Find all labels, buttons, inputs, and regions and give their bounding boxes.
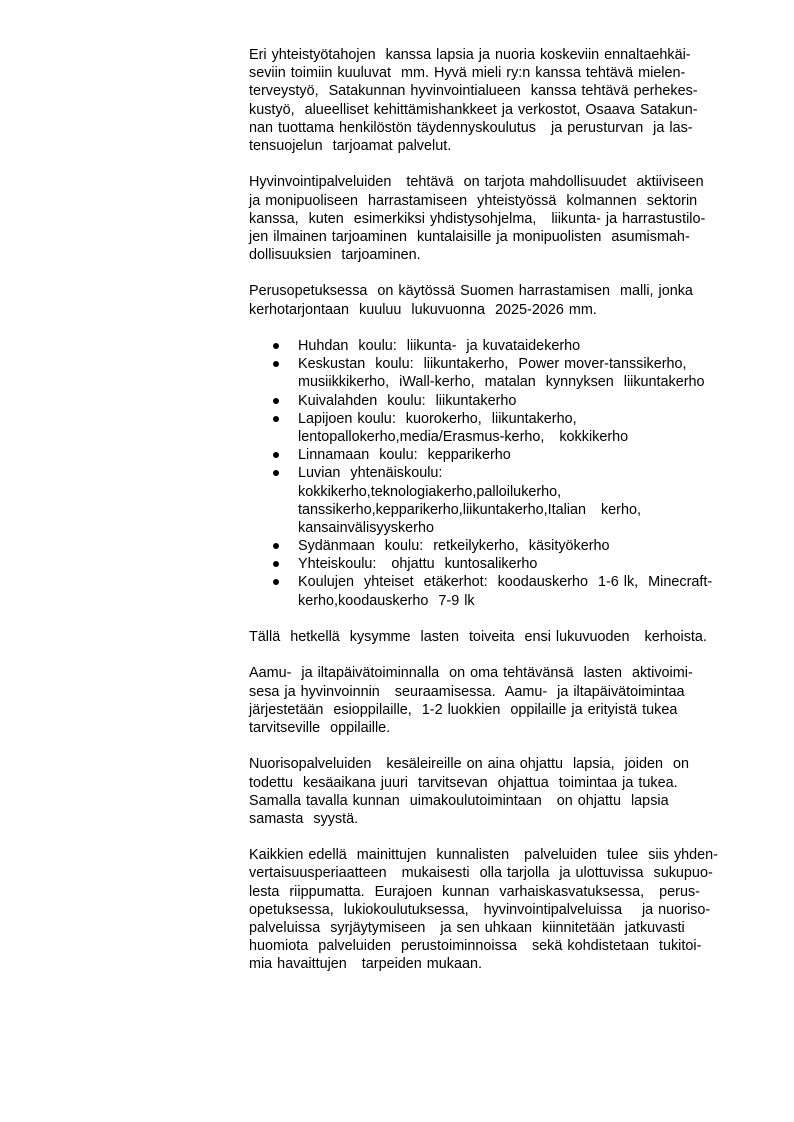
text-line: kansainvälisyyskerho xyxy=(298,519,434,536)
text-line: terveystyö, Satakunnan hyvinvointialueen kanssa tehtävä perhekes- xyxy=(249,83,698,100)
bullet-icon xyxy=(273,361,279,367)
paragraph-youth-services xyxy=(249,755,739,828)
text-line: ja monipuoliseen harrastamiseen yhteistyössä kolmannen sektorin xyxy=(249,192,698,209)
text-line: Kuivalahden koulu: liikuntakerho xyxy=(298,392,517,409)
text-line: lesta riippumatta. Eurajoen kunnan varhaiskasvatuksessa, perus- xyxy=(249,883,700,900)
text-line: Kaikkien edellä mainittujen kunnalisten palveluiden tulee siis yhden- xyxy=(249,847,718,864)
text-line: todettu kesäaikana juuri tarvitsevan ohjattua toimintaa ja tukea. xyxy=(249,774,678,791)
text-line: samasta syystä. xyxy=(249,810,359,827)
text-line: Nuorisopalveluiden kesäleireille on aina ohjattu lapsia, joiden on xyxy=(249,756,689,773)
bullet-icon xyxy=(273,343,279,349)
paragraph-children-wishes xyxy=(249,628,739,646)
text-line: vertaisuusperiaatteen mukaisesti olla tarjolla ja ulottuvissa sukupuo- xyxy=(249,865,713,882)
text-line: mia havaittujen tarpeiden mukaan. xyxy=(249,956,482,973)
text-line: kokkikerho,teknologiakerho,palloilukerho, xyxy=(298,483,562,500)
text-line: tarvitseville oppilaille. xyxy=(249,719,391,736)
list-item xyxy=(249,555,739,573)
text-line: Sydänmaan koulu: retkeilykerho, käsityökerho xyxy=(298,538,610,555)
paragraph-collaboration xyxy=(249,46,739,155)
text-line: Tällä hetkellä kysymme lasten toiveita ensi lukuvuoden kerhoista. xyxy=(249,629,707,645)
text-line: tanssikerho,kepparikerho,liikuntakerho,Italian kerho, xyxy=(298,501,641,518)
text-line: kustyö, alueelliset kehittämishankkeet ja verkostot, Osaava Satakun- xyxy=(249,101,698,118)
list-item xyxy=(249,355,739,391)
text-line: lentopallokerho,media/Erasmus-kerho, kokkikerho xyxy=(298,428,629,445)
bullet-icon xyxy=(273,543,279,549)
text-line: Huhdan koulu: liikunta- ja kuvataidekerho xyxy=(298,338,581,354)
list-item xyxy=(249,392,739,410)
text-line: Perusopetuksessa on käytössä Suomen harrastamisen malli, jonka xyxy=(249,283,693,300)
text-line: sesa ja hyvinvoinnin seuraamisessa. Aamu- ja iltapäivätoimintaa xyxy=(249,683,685,700)
text-line: nan tuottama henkilöstön täydennyskoulutus ja perusturvan ja las- xyxy=(249,119,693,136)
text-line: jen ilmainen tarjoaminen kuntalaisille ja monipuolisten asumismah- xyxy=(249,228,690,245)
club-list xyxy=(249,337,739,610)
text-line: Yhteiskoulu: ohjattu kuntosalikerho xyxy=(298,556,538,573)
text-line: seviin toimiin kuuluvat mm. Hyvä mieli ry:n kanssa tehtävä mielen- xyxy=(249,65,686,82)
text-line: musiikkikerho, iWall-kerho, matalan kynnyksen liikuntakerho xyxy=(298,374,705,391)
list-item xyxy=(249,573,739,609)
text-line: Linnamaan koulu: kepparikerho xyxy=(298,447,511,464)
text-line: kanssa, kuten esimerkiksi yhdistysohjelma, liikunta- ja harrastustilo- xyxy=(249,210,706,227)
paragraph-equality xyxy=(249,846,739,973)
list-item xyxy=(249,537,739,555)
text-line: Samalla tavalla kunnan uimakoulutoimintaan on ohjattu lapsia xyxy=(249,792,669,809)
bullet-icon xyxy=(273,470,279,476)
list-item xyxy=(249,410,739,446)
bullet-icon xyxy=(273,398,279,404)
text-line: kerho,koodauskerho 7-9 lk xyxy=(298,592,475,609)
bullet-icon xyxy=(273,452,279,458)
text-line: Aamu- ja iltapäivätoiminnalla on oma tehtävänsä lasten aktivoimi- xyxy=(249,665,693,682)
list-item xyxy=(249,464,739,537)
paragraph-morning-afternoon-activity xyxy=(249,664,739,737)
text-line: kerhotarjontaan kuuluu lukuvuonna 2025-2026 mm. xyxy=(249,301,597,318)
paragraph-basic-education xyxy=(249,282,739,318)
text-line: tensuojelun tarjoamat palvelut. xyxy=(249,137,452,154)
text-line: opetuksessa, lukiokoulutuksessa, hyvinvointipalveluissa ja nuoriso- xyxy=(249,901,711,918)
text-line: järjestetään esioppilaille, 1-2 luokkien oppilaille ja erityistä tukea xyxy=(249,701,678,718)
bullet-icon xyxy=(273,561,279,567)
text-line: huomiota palveluiden perustoiminnoissa sekä kohdistetaan tukitoi- xyxy=(249,938,702,955)
document-page xyxy=(249,46,739,992)
list-item xyxy=(249,446,739,464)
list-item xyxy=(249,337,739,355)
bullet-icon xyxy=(273,416,279,422)
text-line: Luvian yhtenäiskoulu: xyxy=(298,465,443,482)
text-line: palveluissa syrjäytymiseen ja sen uhkaan kiinnitetään jatkuvasti xyxy=(249,920,685,936)
bullet-icon xyxy=(273,579,279,585)
text-line: Koulujen yhteiset etäkerhot: koodauskerho 1-6 lk, Minecraft- xyxy=(298,574,713,591)
text-line: Hyvinvointipalveluiden tehtävä on tarjota mahdollisuudet aktiiviseen xyxy=(249,174,704,191)
text-line: Lapijoen koulu: kuorokerho, liikuntakerho, xyxy=(298,410,577,427)
text-line: Eri yhteistyötahojen kanssa lapsia ja nuoria koskeviin ennaltaehkäi- xyxy=(249,47,691,63)
text-line: dollisuuksien tarjoaminen. xyxy=(249,247,421,264)
paragraph-wellbeing-services xyxy=(249,173,739,264)
text-line: Keskustan koulu: liikuntakerho, Power mover-tanssikerho, xyxy=(298,356,687,373)
